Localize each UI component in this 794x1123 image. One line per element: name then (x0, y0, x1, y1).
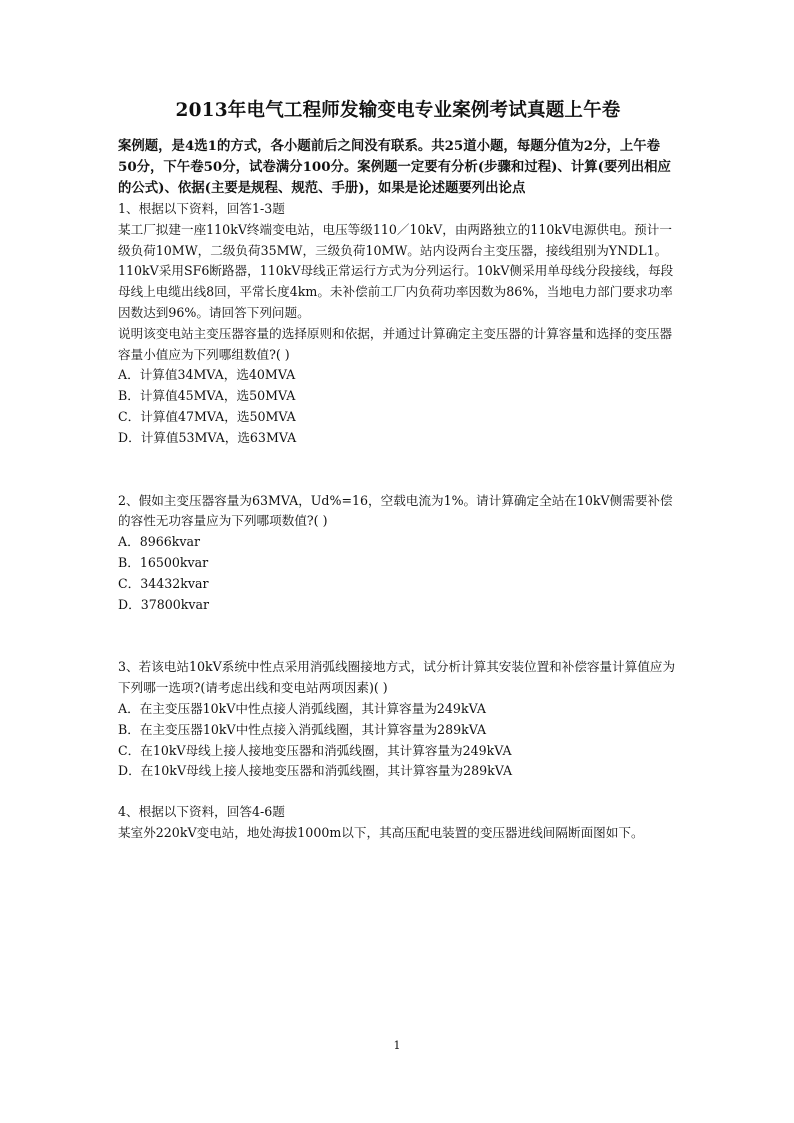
question1-option-c: C．计算值47MVA，选50MVA (118, 408, 296, 424)
question3-option-b: B．在主变压器10kV中性点接入消弧线圈，其计算容量为289kVA (118, 721, 487, 737)
question3-option-c: C．在10kV母线上接人接地变压器和消弧线圈，其计算容量为249kVA (118, 742, 512, 758)
section2-header: 4、根据以下资料，回答4-6题 (118, 804, 285, 820)
question1-option-d: D．计算值53MVA，选63MVA (118, 429, 297, 445)
spacer (118, 782, 678, 802)
question3-stem: 3、若该电站10kV系统中性点采用消弧线圈接地方式，试分析计算其安装位置和补偿容量计算值应为下列哪一选项?(请考虑出线和变电站两项因素)( ) (118, 659, 676, 696)
question2-option-c: C．34432kvar (118, 575, 209, 591)
spacer (118, 449, 678, 491)
question3-option-a: A．在主变压器10kV中性点接人消弧线圈，其计算容量为249kVA (118, 700, 486, 716)
question2-option-a: A．8966kvar (118, 534, 201, 550)
spacer (118, 615, 678, 657)
exam-instructions: 案例题，是4选1的方式，各小题前后之间没有联系。共25道小题，每题分值为2分，上午卷50分，下午卷50分，试卷满分100分。案例题一定要有分析(步骤和过程)、计算(要列出相应的公式)、依据(主要是规程、规范、手册)，如果是论述题要列出论点 (118, 138, 671, 196)
document-page (118, 98, 678, 844)
question1-option-b: B．计算值45MVA，选50MVA (118, 388, 296, 404)
question3-option-d: D．在10kV母线上接人接地变压器和消弧线圈，其计算容量为289kVA (118, 763, 513, 779)
section2-background: 某室外220kV变电站，地处海拔1000m以下，其高压配电装置的变压器进线间隔断面图如下。 (118, 824, 644, 840)
question1-stem: 说明该变电站主变压器容量的选择原则和依据，并通过计算确定主变压器的计算容量和选择的变压器容量小值应为下列哪组数值?( ) (118, 325, 673, 362)
page-number: 1 (393, 1039, 401, 1052)
document-title: 2013年电气工程师发输变电专业案例考试真题上午卷 (175, 100, 621, 121)
section1-background: 某工厂拟建一座110kV终端变电站，电压等级110／10kV，由两路独立的110kV电源供电。预计一级负荷10MW，二级负荷35MW，三级负荷10MW。站内设两台主变压器，接线组别为YNDL1。110kV采用SF6断路器，110kV母线正常运行方式为分列运行。10kV侧采用单母线分段接线，每段母线上电缆出线8回，平常长度4km。未补偿前工厂内负荷功率因数为86%，当地电力部门要求功率因数达到96%。请回答下列问题。 (118, 221, 674, 320)
question2-stem: 2、假如主变压器容量为63MVA，Ud%=16，空载电流为1%。请计算确定全站在10kV侧需要补偿的容性无功容量应为下列哪项数值?( ) (118, 492, 673, 529)
section1-header: 1、根据以下资料，回答1-3题 (118, 201, 285, 216)
question2-option-d: D．37800kvar (118, 596, 210, 612)
question2-option-b: B．16500kvar (118, 554, 209, 570)
question1-option-a: A．计算值34MVA，选40MVA (118, 367, 296, 383)
